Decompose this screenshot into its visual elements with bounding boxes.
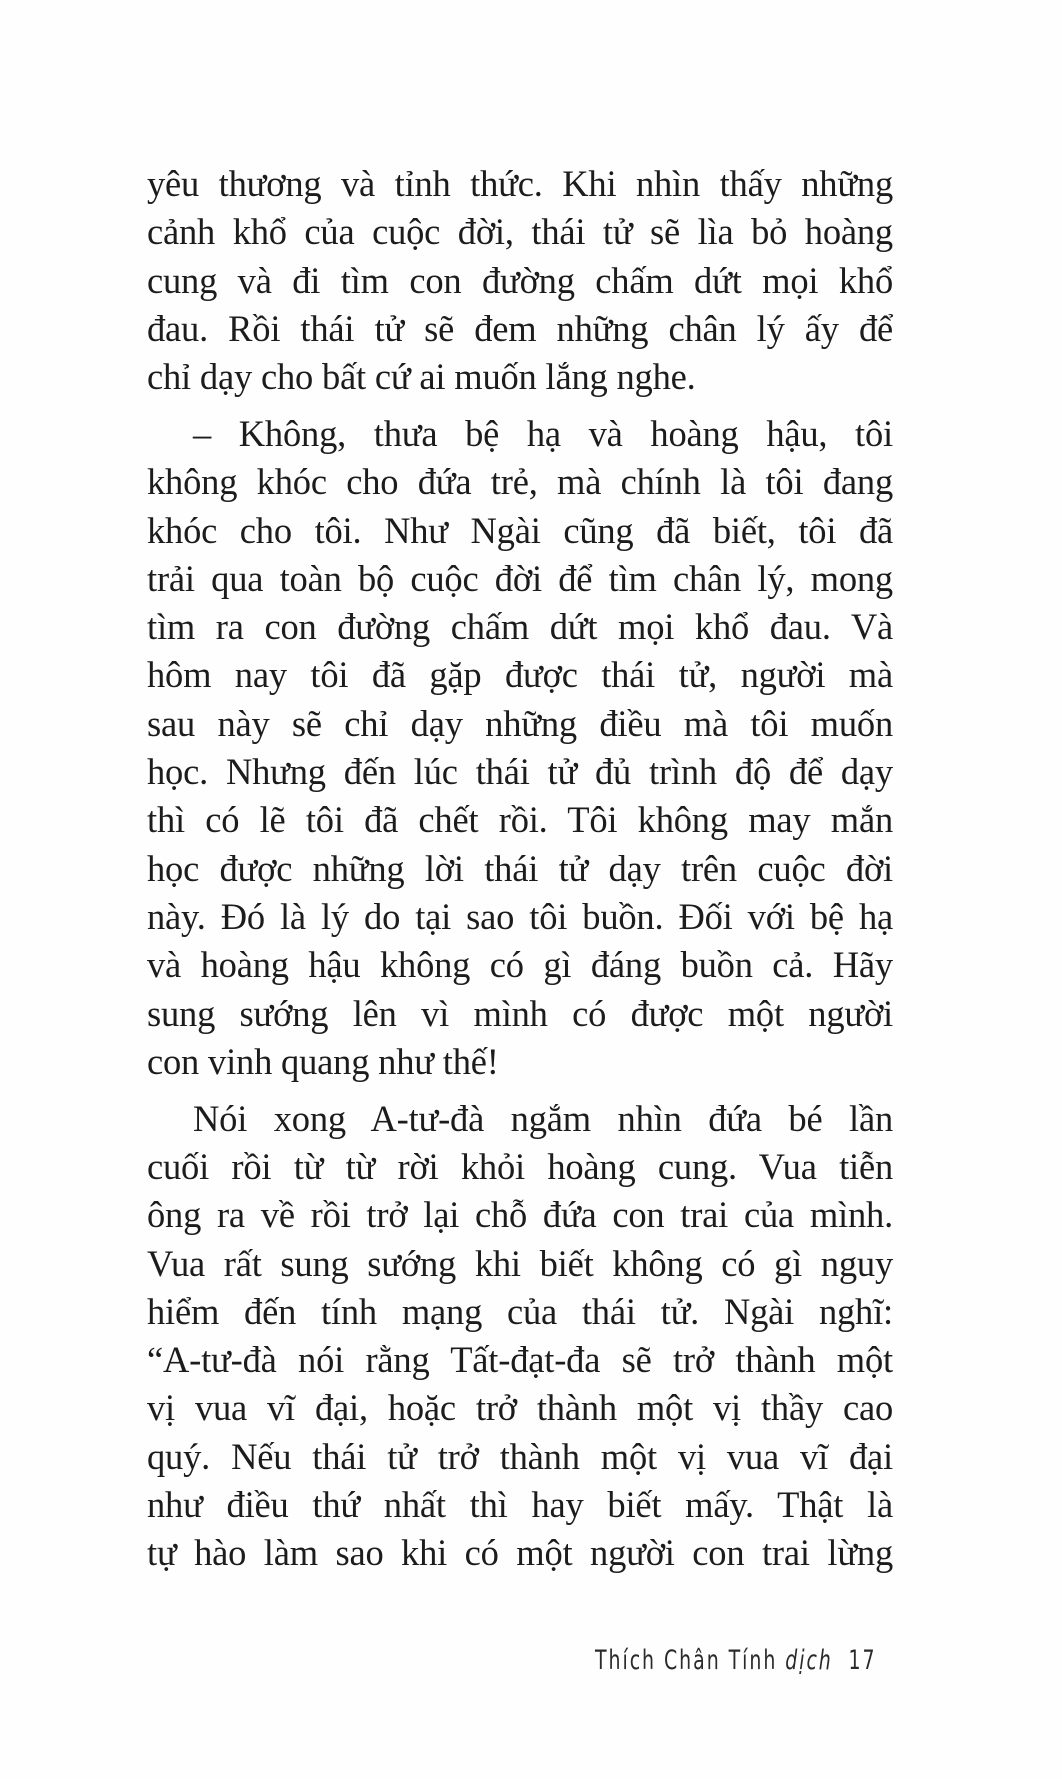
body-text [147,160,893,1586]
text-line: tìm ra con đường chấm dứt mọi khổ đau. Và [147,606,893,648]
text-line: sung sướng lên vì mình có được một người [147,992,893,1034]
text-line: hôm nay tôi đã gặp được thái tử, người mà [147,654,893,696]
text-line: con vinh quang như thế! [147,1040,499,1082]
text-line: hiểm đến tính mạng của thái tử. Ngài nghĩ: [147,1290,893,1332]
text-line: này. Đó là lý do tại sao tôi buồn. Đối với bệ hạ [147,895,893,937]
page-number: 17 [848,1645,877,1676]
text-line: không khóc cho đứa trẻ, mà chính là tôi đang [147,461,893,503]
text-line: yêu thương và tỉnh thức. Khi nhìn thấy những [147,163,893,204]
text-line: “A-tư-đà nói rằng Tất-đạt-đa sẽ trở thành một [147,1339,893,1381]
text-line: Vua rất sung sướng khi biết không có gì nguy [147,1242,893,1284]
text-line: ông ra về rồi trở lại chỗ đứa con trai của mình. [147,1194,893,1236]
paragraph-3 [147,1095,893,1578]
text-line: sau này sẽ chỉ dạy những điều mà tôi muốn [147,702,893,744]
text-line: – Không, thưa bệ hạ và hoàng hậu, tôi [193,412,893,454]
text-line: quý. Nếu thái tử trở thành một vị vua vĩ đại [147,1435,893,1477]
text-line: cung và đi tìm con đường chấm dứt mọi khổ [147,259,893,301]
text-line: học được những lời thái tử dạy trên cuộc đời [147,847,893,889]
text-line: khóc cho tôi. Như Ngài cũng đã biết, tôi đã [147,509,893,551]
text-line: học. Nhưng đến lúc thái tử đủ trình độ để dạy [147,751,893,793]
paragraph-2-dialogue [147,410,893,1086]
text-line: đau. Rồi thái tử sẽ đem những chân lý ấy để [147,307,893,349]
text-line: cuối rồi từ từ rời khỏi hoàng cung. Vua tiễn [147,1145,893,1187]
page-footer [595,1645,877,1676]
text-line: Nói xong A-tư-đà ngắm nhìn đứa bé lần [193,1097,893,1139]
translator-name: Thích Chân Tính [595,1645,778,1676]
text-line: cảnh khổ của cuộc đời, thái tử sẽ lìa bỏ hoàng [147,211,893,253]
text-line: chỉ dạy cho bất cứ ai muốn lắng nghe. [147,356,696,398]
text-line: trải qua toàn bộ cuộc đời để tìm chân lý, mong [147,557,893,599]
translator-role: dịch [785,1645,833,1676]
text-line: thì có lẽ tôi đã chết rồi. Tôi không may mắn [147,799,893,841]
text-line: như điều thứ nhất thì hay biết mấy. Thật là [147,1484,893,1526]
paragraph-1 [147,160,893,401]
text-line: và hoàng hậu không có gì đáng buồn cả. Hãy [147,944,893,986]
text-line: tự hào làm sao khi có một người con trai lừng [147,1532,893,1574]
text-line: vị vua vĩ đại, hoặc trở thành một vị thầy cao [147,1387,893,1429]
